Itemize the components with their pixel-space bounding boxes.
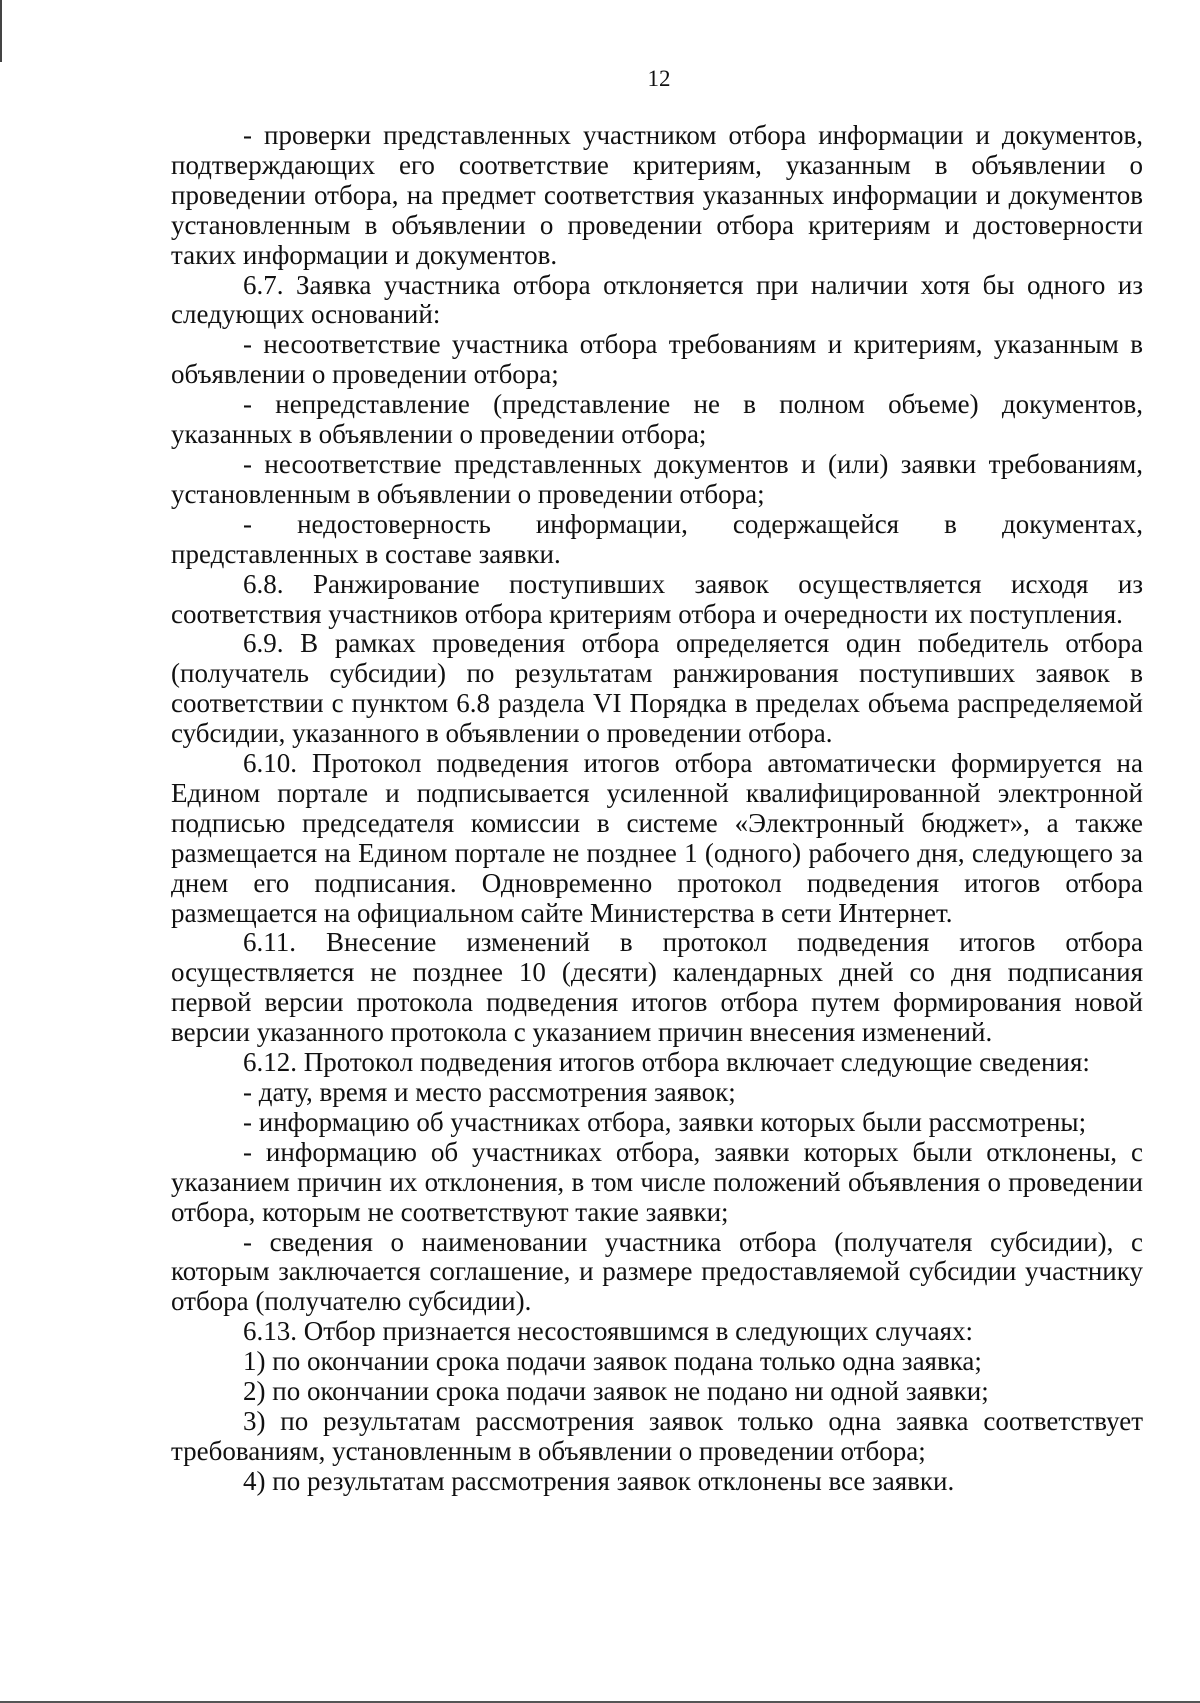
paragraph-6-7: 6.7. Заявка участника отбора отклоняется при наличии хотя бы одного из следующих оснований: [171,269,1143,330]
list-item-date-time-place: - дату, время и место рассмотрения заявок; [243,1077,736,1107]
list-item-noncompliance-participant: - несоответствие участника отбора требованиям и критериям, указанным в объявлении о проведении отбора; [171,329,1143,390]
paragraph-6-13: 6.13. Отбор признается несостоявшимся в следующих случаях: [243,1316,974,1347]
page-number: 12 [647,66,671,91]
paragraph-6-10: 6.10. Протокол подведения итогов отбора автоматически формируется на Едином портале и подписывается усиленной квалифицированной электронной подписью председателя комиссии в системе «Электронный бюджет», а также размещается на Едином портале не позднее 1 (одного) рабочего дня, следующего за днем его подписания. Одновременно протокол подведения итогов отбора размещается на официальном сайте Министерства в сети Интернет. [171,748,1143,928]
list-item-noncompliance-documents: - несоответствие представленных документов и (или) заявки требованиям, установленным в объявлении о проведении отбора; [171,448,1143,509]
list-item-unreliability: - недостоверность информации, содержащейся в документах, представленных в составе заявки. [171,508,1143,569]
paragraph-6-9: 6.9. В рамках проведения отбора определяется один победитель отбора (получатель субсидии) по результатам ранжирования поступивших заявок в соответствии с пунктом 6.8 раздела VI Порядка в пределах объема распределяемой субсидии, указанного в объявлении о проведении отбора. [171,628,1143,749]
paragraph-6-8: 6.8. Ранжирование поступивших заявок осуществляется исходя из соответствия участников отбора критериям отбора и очередности их поступления. [171,568,1143,629]
list-item-case-2: 2) по окончании срока подачи заявок не подано ни одной заявки; [243,1376,989,1407]
list-item-winner-info: - сведения о наименовании участника отбора (получателя субсидии), с которым заключается соглашение, и размере предоставляемой субсидии участнику отбора (получателю субсидии). [171,1226,1143,1317]
list-item-case-1: 1) по окончании срока подачи заявок подана только одна заявка; [243,1346,982,1377]
document-body [171,121,1143,1497]
scan-edge-left [0,0,2,62]
paragraph-verification: - проверки представленных участником отбора информации и документов, подтверждающих его соответствие критериям, указанным в объявлении о проведении отбора, на предмет соответствия указанных информации и документов установленным в объявлении о проведении отбора критериям и достоверности таких информации и документов. [171,120,1143,270]
list-item-rejected-applications: - информацию об участниках отбора, заявки которых были отклонены, с указанием причин их отклонения, в том числе положений объявления о проведении отбора, которым не соответствуют такие заявки; [171,1136,1143,1227]
paragraph-6-12: 6.12. Протокол подведения итогов отбора включает следующие сведения: [243,1047,1090,1078]
list-item-considered-applications: - информацию об участниках отбора, заявки которых были рассмотрены; [243,1106,1087,1137]
list-item-case-3: 3) по результатам рассмотрения заявок только одна заявка соответствует требованиям, установленным в объявлении о проведении отбора; [171,1405,1143,1466]
list-item-case-4: 4) по результатам рассмотрения заявок отклонены все заявки. [243,1465,955,1496]
paragraph-6-11: 6.11. Внесение изменений в протокол подведения итогов отбора осуществляется не позднее 10 (десяти) календарных дней со дня подписания первой версии протокола подведения итогов отбора путем формирования новой версии указанного протокола с указанием причин внесения изменений. [171,927,1143,1048]
list-item-nonsubmission: - непредставление (представление не в полном объеме) документов, указанных в объявлении о проведении отбора; [171,389,1143,450]
